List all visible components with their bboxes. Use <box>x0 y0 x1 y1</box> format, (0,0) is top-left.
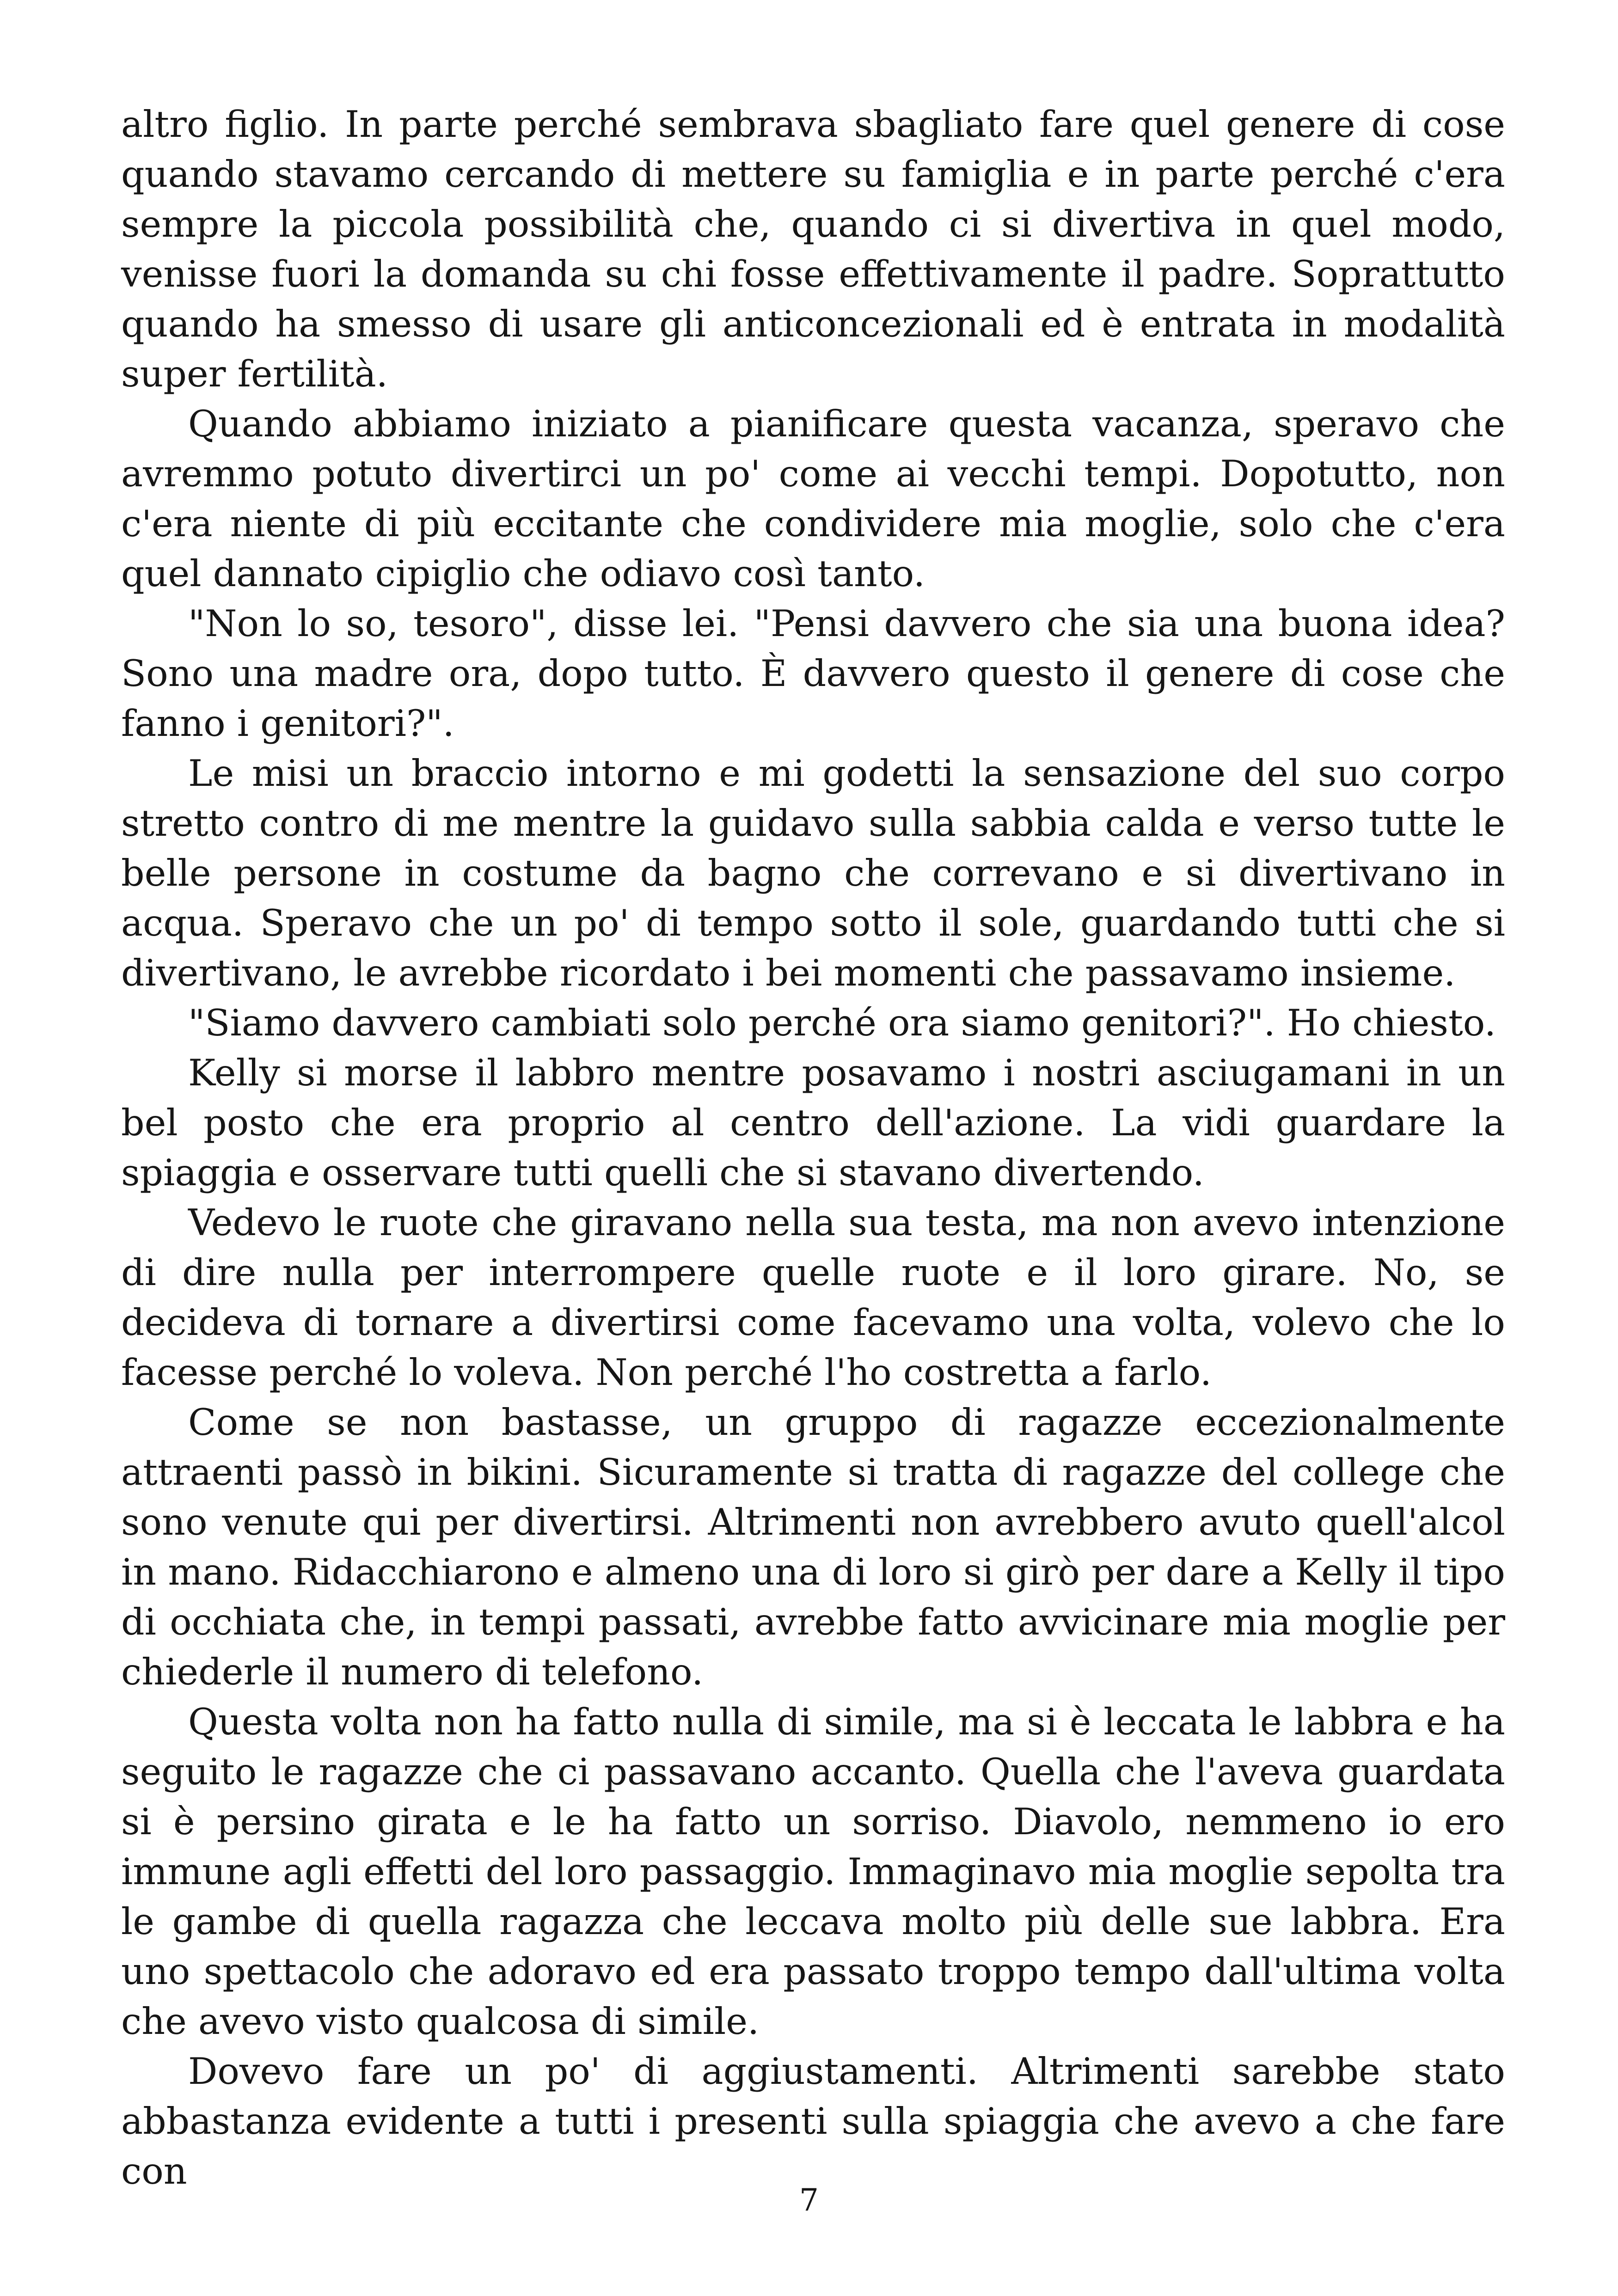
page-body <box>121 99 1505 2196</box>
paragraph: Come se non bastasse, un gruppo di ragazze eccezionalmente attraenti passò in bikini. Sicuramente si tratta di ragazze del college che sono venute qui per divertirsi. Altrimenti non avrebbero avuto quell'alcol in mano. Ridacchiarono e almeno una di loro si girò per dare a Kelly il tipo di occhiata che, in tempi passati, avrebbe fatto avvicinare mia moglie per chiederle il numero di telefono. <box>121 1401 1505 1693</box>
paragraph: Dovevo fare un po' di aggiustamenti. Altrimenti sarebbe stato abbastanza evidente a tutti i presenti sulla spiaggia che avevo a che fare con <box>121 2050 1505 2192</box>
paragraph: altro figlio. In parte perché sembrava sbagliato fare quel genere di cose quando stavamo cercando di mettere su famiglia e in parte perché c'era sempre la piccola possibilità che, quando ci si divertiva in quel modo, venisse fuori la domanda su chi fosse effettivamente il padre. Soprattutto quando ha smesso di usare gli anticoncezionali ed è entrata in modalità super fertilità. <box>121 103 1505 395</box>
paragraph: Questa volta non ha fatto nulla di simile, ma si è leccata le labbra e ha seguito le ragazze che ci passavano accanto. Quella che l'aveva guardata si è persino girata e le ha fatto un sorriso. Diavolo, nemmeno io ero immune agli effetti del loro passaggio. Immaginavo mia moglie sepolta tra le gambe di quella ragazza che leccava molto più delle sue labbra. Era uno spettacolo che adoravo ed era passato troppo tempo dall'ultima volta che avevo visto qualcosa di simile. <box>121 1701 1505 2043</box>
paragraph: Vedevo le ruote che giravano nella sua testa, ma non avevo intenzione di dire nulla per interrompere quelle ruote e il loro girare. No, se decideva di tornare a divertirsi come facevamo una volta, volevo che lo facesse perché lo voleva. Non perché l'ho costretta a farlo. <box>121 1201 1505 1394</box>
paragraph: "Non lo so, tesoro", disse lei. "Pensi davvero che sia una buona idea? Sono una madre ora, dopo tutto. È davvero questo il genere di cose che fanno i genitori?". <box>121 602 1505 745</box>
page-number: 7 <box>799 2182 819 2218</box>
paragraph: Le misi un braccio intorno e mi godetti la sensazione del suo corpo stretto contro di me mentre la guidavo sulla sabbia calda e verso tutte le belle persone in costume da bagno che correvano e si divertivano in acqua. Speravo che un po' di tempo sotto il sole, guardando tutti che si divertivano, le avrebbe ricordato i bei momenti che passavamo insieme. <box>121 752 1505 994</box>
paragraph: Quando abbiamo iniziato a pianificare questa vacanza, speravo che avremmo potuto divertirci un po' come ai vecchi tempi. Dopotutto, non c'era niente di più eccitante che condividere mia moglie, solo che c'era quel dannato cipiglio che odiavo così tanto. <box>121 403 1505 595</box>
paragraph: Kelly si morse il labbro mentre posavamo i nostri asciugamani in un bel posto che era proprio al centro dell'azione. La vidi guardare la spiaggia e osservare tutti quelli che si stavano divertendo. <box>121 1052 1505 1194</box>
paragraph: "Siamo davvero cambiati solo perché ora siamo genitori?". Ho chiesto. <box>188 1002 1496 1044</box>
